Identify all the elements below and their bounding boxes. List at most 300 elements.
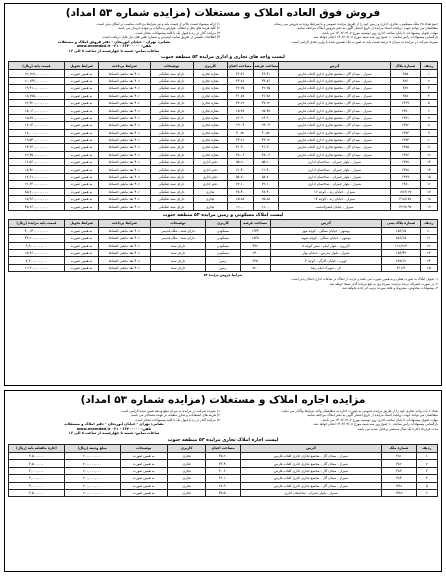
table1-cell: ۳۸.۴۰ [227,188,253,195]
table1-cell: ۴۱.۳۰ [253,144,279,151]
table1-cell: ۳۰.۵۲ [227,129,253,136]
table1-cell: شیراز - میدان گاز - مجتمع تجاری اداری آفتاب فارس [279,144,391,151]
table1-cell: ۶۱.۴۰ [227,166,253,173]
table1-column-header: قیمت پایه (ریال) [9,62,65,70]
table1-cell: ۳۸۷ [390,85,420,92]
table1-cell: ۲۵.۴۸ [227,107,253,114]
table-row [9,92,438,99]
table1-column-header: شرایط پرداخت [99,62,150,70]
table1-cell: ۳۶.۴۱ [227,70,253,77]
table1-cell: ۱۴۷۴ [390,136,420,143]
lease-phone-website[interactable]: تلفن: ۶۶۴۰۰۰۰۰ - ۰۲۱ www.ecemdad.ir [76,426,152,431]
table1-cell: ۳۳.۱۲ [227,136,253,143]
table1-cell: دارای سند تفکیکی [150,114,193,121]
table1-cell: ۱۶,۵۶۰,۰۰۰,۰۰۰ [9,159,65,166]
table2-cell: ۱۱۲/۱۲۴ [382,242,421,249]
table2-cell: ۷,۳۰۰,۰۰۰,۰۰۰ [9,257,65,264]
table1-cell: ۱۴۷۶ [390,151,420,158]
lease-term-line: ۳) مزایده گذار در رد یا قبول یک یا کلیه پیشنهادات مختار است. [134,417,220,422]
table2-cell: ۴۰٪ نقد مابقی اقساط [99,227,150,234]
lease-table [8,444,438,497]
lease-table-cell: به همین صورت [120,467,167,474]
table1-cell: ۱۵,۹۶۰,۰۰۰,۰۰۰ [9,196,65,203]
table-row [9,475,438,482]
table2-cell: لار - شهرک امام رضا [270,264,382,271]
table1-cell: مغازه تجاری [193,151,227,158]
table1-cell: ۴۰٪ نقد مابقی اقساط [99,114,150,121]
table2-cell: ۲۷۸/۱۲ [382,257,421,264]
lease-table-cell: ۳,۵۰۰,۰۰۰ [9,489,65,496]
lease-intro [8,409,438,436]
table1-cell: ۲۱,۶۳۰,۰۰۰,۰۰۰ [9,181,65,188]
table2-cell: به همین صورت [64,235,98,242]
table1-cell: ۲۵.۸۸ [253,196,279,203]
lease-table-column-header: توضیحات [120,445,167,453]
table1-cell: ۱۴۷۹ [390,173,420,180]
table1-cell: دارای سند تفکیکی [150,99,193,106]
table1-cell: شیراز - میدان گاز - مجتمع تجاری اداری آفتاب فارس [279,85,391,92]
table1-cell: به همین صورت [64,122,98,129]
sale-term-line: ۲) کلیه هزینه های نقل و انتقال، عوارض و مالیات بر عهده خریدار می باشد. [117,26,220,31]
table1-cell: ۴۰٪ نقد مابقی اقساط [99,107,150,114]
table2-cell: دارای سند - ملک قدیمی [150,227,206,234]
table2-header-row [9,219,438,227]
table-row [9,77,438,84]
table1-cell: مغازه تجاری [193,70,227,77]
lease-contact-block [8,422,220,436]
table2-cell: کازرون - بلوار امام - نبش کوچه ۸ [270,242,382,249]
table1-cell: به همین صورت [64,203,98,210]
lease-table-cell: ۳۸۱ [382,453,416,460]
table1-cell: ۱۷,۶۱۰,۰۰۰,۰۰۰ [9,173,65,180]
table2-cell: بوشهر - خیابان سنگی - کوچه شهید [270,235,382,242]
table2-cell: ۱۵,۴۶۰,۰۰۰,۰۰۰ [9,250,65,257]
table1-cell: به همین صورت [64,99,98,106]
table1-cell: ۳۱.۷۸ [227,92,253,99]
table-row [9,181,438,188]
table1-cell: مغازه تجاری [193,92,227,99]
lease-intro-right [226,409,438,436]
table1-cell: ۲۹.۰۴ [227,122,253,129]
table2-column-header: شرایط تحویل [64,219,98,227]
table1-cell: شیراز - میدان گاز - مجتمع تجاری اداری آفتاب فارس [279,136,391,143]
table1-column-header: مساحت اعیان [227,62,253,70]
table1-cell: ۱۷,۱۳۰,۰۰۰,۰۰۰ [9,122,65,129]
lease-table-cell: ۳۲.۱۰ [206,475,240,482]
table1-cell: ۱۳ [420,159,437,166]
table-row [9,173,438,180]
table1-cell: به همین صورت [64,173,98,180]
table1-header-row [9,62,438,70]
table2-cell: به همین صورت [64,227,98,234]
table2-cell: ۲۰ [420,227,437,234]
table1-cell: دارای سند تفکیکی [150,181,193,188]
table1-cell: به همین صورت [64,188,98,195]
table1-cell: ۴۷.۲۲ [227,99,253,106]
lease-table-cell: تجاری [167,482,206,489]
table1-cell: ۴۰٪ نقد مابقی اقساط [99,188,150,195]
lease-table-cell: ۱ [416,453,437,460]
table1-cell: ۴۰٪ نقد مابقی اقساط [99,151,150,158]
table1-cell: ۴۰٪ نقد مابقی اقساط [99,173,150,180]
lease-table-cell: ۳۸۲ [382,460,416,467]
lease-table-cell: ۳۸۴ [382,475,416,482]
table1-cell: ۱۴۶۹ [390,99,420,106]
table1-cell: دارای سند تفکیکی [150,159,193,166]
table1-cell: دفتر اداری [193,159,227,166]
table2-cell: ۴۰٪ نقد مابقی اقساط [99,242,150,249]
table2-column-header: ردیف [420,219,437,227]
table-row [9,196,438,203]
lease-table-cell: ۲۰۰,۰۰۰,۰۰۰ [64,489,120,496]
table1-cell: ۴۰٪ نقد مابقی اقساط [99,77,150,84]
lease-table-cell: ۳,۰۰۰,۰۰۰ [9,482,65,489]
sale-notes-title: شرایط فروش مزایده ۵۳ [203,273,243,278]
table1-cell: ۱۸,۷۷۵,۰۰۰,۰۰۰ [9,92,65,99]
table1-cell: ۲۰,۱۴۳,۰۰۰,۰۰۰ [9,77,65,84]
sale-term-line: ۴) اطلاعات تکمیلی از طریق سایت اینترنتی و شماره تلفن های ذیل قابل دریافت است. [101,35,220,40]
table1-cell: ۱۴۷۱ [390,114,420,121]
table-row [9,227,438,234]
table2-cell: ۱۸۳۵ [240,235,270,242]
lease-table-cell: ۲۰۰,۰۰۰,۰۰۰ [64,460,120,467]
table1-cell: ۴۰٪ نقد مابقی اقساط [99,92,150,99]
table1-cell: دارای سند تفکیکی [150,77,193,84]
table2-cell: دارای سند [150,250,206,257]
sale-note-line: ۲- در صورت انصراف برنده مزایده، سپرده وی به نفع مزایده گذار ضبط خواهد شد. [328,281,438,286]
lease-table-cell: ۵ [416,482,437,489]
table-row [9,250,438,257]
table1-cell: به همین صورت [64,181,98,188]
table1-cell: ۳۸۸ [390,92,420,99]
table2-cell: ۴۰٪ نقد مابقی اقساط [99,235,150,242]
table1-cell: به همین صورت [64,92,98,99]
sale-note-line: ۳- پیشنهادات مخدوش، مشروط و فاقد سپرده ترتیب اثر داده نخواهد شد. [341,285,438,290]
table1-cell: دارای سند تفکیکی [150,173,193,180]
lease-term-line: ۱) سپرده شرکت در مزایده به میزان مبلغ ودیعه تعیین شده الزامی است. [120,409,220,413]
table-row [9,99,438,106]
table1-cell: ۱۴۷۳ [390,129,420,136]
table1-body [9,70,438,210]
table1-cell: ۱۴۷۷ [390,159,420,166]
table1-cell: ۴۰٪ نقد مابقی اقساط [99,159,150,166]
table1-cell: ۲۶.۹۰ [227,114,253,121]
table1-cell: شیراز - میدان گاز - مجتمع تجاری اداری آفتاب فارس [279,77,391,84]
table1-cell: ۳۸۵ [390,70,420,77]
lease-table-cell: ۲۰۰,۰۰۰,۰۰۰ [64,467,120,474]
table1-cell: ۱۱ [420,144,437,151]
table2-cell: مسکونی [206,242,240,249]
table1-cell: ۱۲.۰۰ [227,203,253,210]
lease-table-cell: شیراز - میدان گاز - مجتمع تجاری اداری آفتاب فارس [240,467,382,474]
table1-title: لیست واحد های تجاری و اداری مزایده ۵۳ منطقه جنوب [161,55,285,61]
table1-cell: ۱ [420,70,437,77]
table1-cell: دفتر اداری [193,173,227,180]
table1-column-header: شرایط تحویل [64,62,98,70]
table2-cell: ۲۲ [420,242,437,249]
table1-cell: تجاری [193,188,227,195]
table1-cell: ۵۵.۲۰ [227,159,253,166]
table2-cell: ۱۲,۳۰۰,۰۰۰,۰۰۰ [9,264,65,271]
table2-cell: ۲۴ [420,257,437,264]
table1-cell: دارای سند تفکیکی [150,92,193,99]
lease-intro-line: تعداد ۶ باب واحد تجاری خود را از طریق مزایده عمومی به صورت اجاره به متقاضیان واجد شرایط واگذار می نماید. [281,409,438,413]
lease-table-header-row [9,445,438,453]
table1-cell: به همین صورت [64,144,98,151]
table1-cell: ۴۰٪ نقد مابقی اقساط [99,122,150,129]
table1-cell: ۱۹,۵۴۰,۰۰۰,۰۰۰ [9,136,65,143]
table1-cell: دارای سند تفکیکی [150,107,193,114]
table1-cell: ۴۰٪ نقد مابقی اقساط [99,203,150,210]
table1-cell: به همین صورت [64,196,98,203]
table1-cell: ۱۲.۰۰ [253,203,279,210]
table2-cell: ۹,۹۰۰,۰۰۰,۰۰۰ [9,242,65,249]
table1-cell: شیراز - بلوار چمران - ساختمان اداری [279,159,391,166]
table1-cell: ۱۲ [420,151,437,158]
table1-cell: ۷۲.۱۰ [227,181,253,188]
table1-cell: ۱۷۶/۱۲۷ [390,188,420,195]
table1-cell: ۶ [420,107,437,114]
table2-cell: به همین صورت [64,257,98,264]
table1-cell: شیراز - میدان گاز - مجتمع تجاری اداری آفتاب فارس [279,122,391,129]
table1-cell: ۷ [420,114,437,121]
table2-cell: ۸۸۶/۱۵ [382,235,421,242]
table1-cell: مغازه تجاری [193,107,227,114]
lease-table-cell: ۲ [416,460,437,467]
table1-cell: شیراز - میدان گاز - مجتمع تجاری اداری آفتاب فارس [279,114,391,121]
table2-column-header: شماره پلاک ثبتی [382,219,421,227]
lease-table-cell: ۳,۰۰۰,۰۰۰ [9,467,65,474]
sale-intro-line: جمع تعداد ۲۵ ملک مسکونی، تجاری، اداری و زمین خود را از طریق مزایده عمومی و با شرایط ویژه به فروش می رساند. [273,22,438,26]
table1-cell: ۵۵.۲۰ [253,159,279,166]
lease-table-cell: شیراز - میدان گاز - مجتمع تجاری اداری آفتاب فارس [240,475,382,482]
table-row [9,482,438,489]
table1-cell: مغازه تجاری [193,129,227,136]
lease-intro-line: مهلت تحویل پیشنهادات تا پایان ساعت اداری روز دوشنبه مورخ ۱۴۰۳/۰۳/۰۷ می باشد. [321,417,438,422]
table1-cell: ۲۵.۴۸ [253,107,279,114]
lease-table-cell: ۲۰۰,۰۰۰,۰۰۰ [64,482,120,489]
table1-cell: شیراز - میدان گاز - مجتمع تجاری اداری آفتاب فارس [279,107,391,114]
sale-intro [8,22,438,53]
lease-term-line: ۲) هزینه های انشعابات و شارژ ماهیانه بر عهده مستاجر می باشد. [130,413,220,418]
table-row [9,136,438,143]
table2-cell: مسکونی [206,227,240,234]
table1-cell: ۳ [420,85,437,92]
sale-intro-line: بازگشایی پیشنهادات رأس ساعت ۱۰ صبح روز سه شنبه مورخ ۱۴۰۳/۰۳/۰۸ انجام خواهد شد. [312,35,438,40]
table1-cell: ۱۰ [420,136,437,143]
table1-cell: ۳۲.۲۵ [227,85,253,92]
table1-cell: ۴۰٪ نقد مابقی اقساط [99,181,150,188]
table1-cell: شیراز - بلوار چمران - ساختمان اداری [279,166,391,173]
table2-cell: ۳۶۵ [240,257,270,264]
table1-cell: ۱۷ [420,188,437,195]
table1-cell: ۲۶.۹۰ [253,114,279,121]
table-row [9,242,438,249]
sale-contact-block [8,40,220,54]
table-row [9,188,438,195]
table1-cell: دارای سند تفکیکی [150,188,193,195]
sale-address: نشانی: تهران - خیابان ابوریحان - دفتر فروش املاک و مستغلات [57,39,171,44]
table1-cell: ۷۲.۱۰ [253,181,279,188]
table2-column-header: آدرس [270,219,382,227]
table1-cell: ۴۰٪ نقد مابقی اقساط [99,144,150,151]
lease-table-title: لیست اجاره املاک تجاری مزایده ۵۳ منطقه جنوب [167,438,279,443]
sale-intro-line: مهلت تحویل پیشنهادات تا پایان ساعت اداری روز دوشنبه مورخ ۱۴۰۳/۰۳/۰۷ می باشد. [321,30,438,35]
table2-cell: ۴۰,۱۴۰,۰۰۰,۰۰۰ [9,227,65,234]
table1-cell: به همین صورت [64,85,98,92]
table-row [9,107,438,114]
sale-term-line: ۳) مزایده گذار در رد یا قبول یک یا کلیه پیشنهادات مختار است. [134,30,220,35]
table1-cell: شیراز - میدان گاز - مجتمع تجاری اداری آفتاب فارس [279,151,391,158]
table2-cell: ۸۲۰ [240,264,270,271]
table2-cell: به همین صورت [64,250,98,257]
table1-column-header: ردیف [420,62,437,70]
table1-cell: تجاری [193,203,227,210]
table1-column-header: آدرس [279,62,391,70]
table1-cell: ۳۲۹/۱۹۷ [390,203,420,210]
table1-cell: دارای سند تفکیکی [150,144,193,151]
lease-intro-line: متقاضیان می توانند جهت دریافت اسناد مزایده از تاریخ انتشار آگهی به دفتر املاک مراجعه نمایند. [306,413,438,418]
table1-cell: ۳۸.۰۶ [227,151,253,158]
table1-cell: شیراز - خیابان قصرالدشت [279,203,391,210]
lease-table-cell: ۳۵.۲۰ [206,453,240,460]
table-row [9,114,438,121]
table-row [9,70,438,77]
sale-note-line: ۱- تحویل املاک به صورت فعلی و به همین صورت می باشد و بازدید از املاک در ساعات اداری امکان پذیر است. [290,277,438,282]
table1-cell: دارای سند تفکیکی [150,70,193,77]
lease-intro-line: بازگشایی پیشنهادات رأس ساعت ۱۰ صبح روز سه شنبه مورخ ۱۴۰۳/۰۳/۰۸ انجام خواهد شد. [312,422,438,427]
table-row [9,453,438,460]
table2-cell: شیراز - بلوار مدرس - خیابان بهار [270,250,382,257]
table-row [9,203,438,210]
lease-table-cell: به همین صورت [120,482,167,489]
table2-cell: دارای سند [150,264,206,271]
table1-cell: ۶۱.۴۰ [253,166,279,173]
table1-cell: ۴۰٪ نقد مابقی اقساط [99,129,150,136]
table1-cell: ۴۰٪ نقد مابقی اقساط [99,196,150,203]
table2-cell: جهرم - خیابان کارگر - کوچه ۳ [270,257,382,264]
lease-address: نشانی: تهران - خیابان ابوریحان - دفتر املاک و مستغلات [64,422,164,427]
lease-table-cell: ۱۴۸۱ [382,482,416,489]
lease-table-cell: ۳۳.۴۰ [206,460,240,467]
sale-intro-line: متقاضیان می توانند جهت دریافت اسناد مزایده از تاریخ انتشار آگهی به دفتر فروش املاک مراجعه نمایند. [296,26,438,31]
table1-cell: ۴۰٪ نقد مابقی اقساط [99,136,150,143]
table1-cell: ۳۱.۷۸ [253,92,279,99]
table2-column-header: مساحت عرصه [240,219,270,227]
table1-cell: ۱۸,۰۰۰,۰۰۰,۰۰۰ [9,129,65,136]
lease-table-cell: تجاری [167,475,206,482]
table1-cell: ۳۳.۱۲ [253,136,279,143]
table1-cell: مغازه تجاری [193,136,227,143]
table2-cell: مسکونی [206,250,240,257]
lease-table-cell: ۲۰۰,۰۰۰,۰۰۰ [64,475,120,482]
table1-cell: به همین صورت [64,70,98,77]
table1-cell: ۳۸.۰۶ [253,151,279,158]
lease-table-cell: شیراز - میدان گاز - مجتمع تجاری اداری آفتاب فارس [240,460,382,467]
table2-cell: به همین صورت [64,242,98,249]
table1-cell: ۲۲,۴۵۰,۰۰۰,۰۰۰ [9,151,65,158]
lease-table-cell: تجاری [167,489,206,496]
table1-cell: به همین صورت [64,77,98,84]
table1-cell: دارای سند تفکیکی [150,196,193,203]
table1-cell: به همین صورت [64,129,98,136]
table1-cell: دفتر اداری [193,166,227,173]
sale-term-line: ۱) ارائه پیشنهاد قیمت بالاتر از قیمت پایه و نیز شرایط پرداخت مناسب تر امکان پذیر است. [96,22,220,26]
lease-table-column-header: شماره ملک [382,445,416,453]
table1-cell: ۱۵,۸۷۰,۰۰۰,۰۰۰ [9,114,65,121]
table1-cell: مغازه تجاری [193,77,227,84]
table2-cell: ۴۳,۲۰۰,۰۰۰,۰۰۰ [9,235,65,242]
table1-cell: ۳۶.۴۱ [253,70,279,77]
table2-cell: ۴۰٪ نقد مابقی اقساط [99,250,150,257]
lease-table-cell: تجاری [167,460,206,467]
table1-cell: ۲۶,۴۲۰,۰۰۰,۰۰۰ [9,99,65,106]
table2-cell: ۲۵ [420,264,437,271]
table1-cell: مغازه تجاری [193,99,227,106]
lease-table-cell: ۳۸۳ [382,467,416,474]
table1-column-header: کاربری [193,62,227,70]
table1-cell: شیراز - بلوار چمران - ساختمان اداری [279,181,391,188]
sale-intro-right [226,22,438,53]
table1-cell: دارای سند تفکیکی [150,151,193,158]
sale-phone-website[interactable]: تلفن: ۶۶۴۰۰۰۰۰ - ۰۲۱ www.ecemdad.ir [76,44,152,49]
table2-column-header: قیمت پایه مزایده (ریال) [9,219,65,227]
table1-cell: ۳۲.۲۵ [253,85,279,92]
table1-cell: به همین صورت [64,166,98,173]
table1-cell: مغازه تجاری [193,144,227,151]
table1-cell: ۴۰٪ نقد مابقی اقساط [99,99,150,106]
table-row [9,144,438,151]
table2-body [9,227,438,271]
table1-cell: تجاری [193,196,227,203]
table2-cell: ۴۱۱/۹ [382,264,421,271]
table1-cell: دارای سند تفکیکی [150,203,193,210]
table1-cell: ۱۴۷۲ [390,122,420,129]
table1-cell: ۲۲,۶۲۷,۰۰۰,۰۰۰ [9,70,65,77]
table1-cell: ۱۵,۰۳۰,۰۰۰,۰۰۰ [9,107,65,114]
table-row [9,151,438,158]
table1-cell: ۱۸ [420,196,437,203]
table2-cell: بوشهر - خیابان سنگی - کوچه مهر [270,227,382,234]
table1-cell: ۴۱.۳۰ [227,144,253,151]
lease-table-cell: تجاری [167,453,206,460]
lease-table-cell: ۶ [416,489,437,496]
table2-cell: ۴۹۶ [240,242,270,249]
lease-table-cell: ۴ [416,475,437,482]
table1-cell: به همین صورت [64,107,98,114]
table-row [9,460,438,467]
table1-cell: به همین صورت [64,136,98,143]
table1-cell: ۴۰٪ نقد مابقی اقساط [99,85,150,92]
table2-cell: مسکونی [206,235,240,242]
table1-cell: ۴۰٪ نقد مابقی اقساط [99,70,150,77]
table1-cell: ۲۴,۳۶۰,۰۰۰,۰۰۰ [9,144,65,151]
table1-cell: ۴۰٪ نقد مابقی اقساط [99,166,150,173]
table1-cell: ۳۱۸/۱۵۲ [390,196,420,203]
table1-column-header: مساحت عرصه [253,62,279,70]
table1-cell: ۴۵,۶۶۰,۰۰۰,۰۰۰ [9,203,65,210]
table1-cell: مغازه تجاری [193,122,227,129]
table1-cell: ۴ [420,92,437,99]
table2-cell: زمین [206,264,240,271]
lease-table-cell: ۳,۵۰۰,۰۰۰ [9,453,65,460]
table1-cell: دارای سند تفکیکی [150,136,193,143]
table1-cell: ۲۹.۰۴ [253,122,279,129]
lease-table-column-header: ردیف [416,445,437,453]
table-row [9,85,438,92]
table-row [9,129,438,136]
table1-cell: ۲۵.۸۸ [227,196,253,203]
